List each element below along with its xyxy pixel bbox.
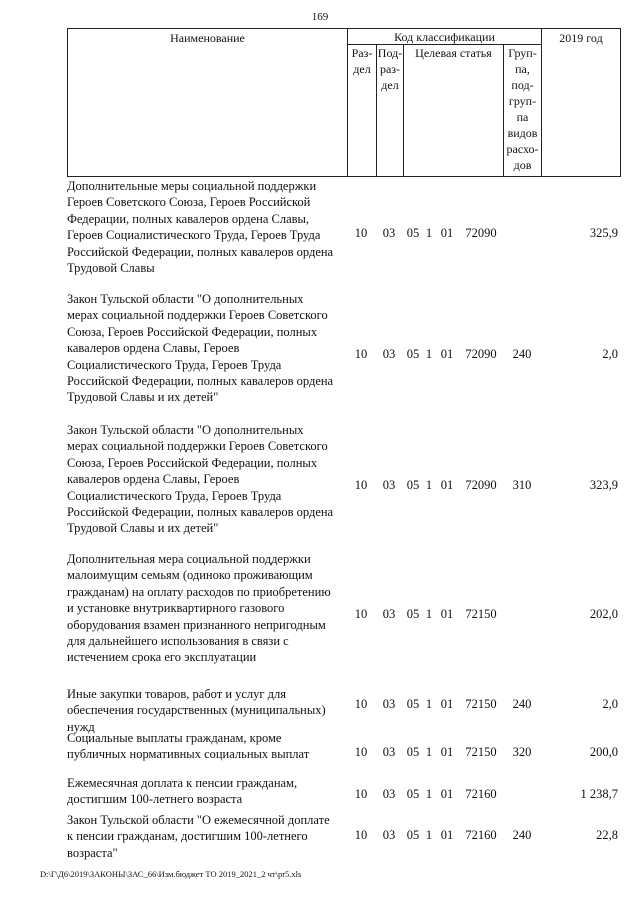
cell-cs3: 01 — [440, 828, 454, 842]
cell-cs4: 72090 — [465, 347, 497, 361]
cell-amount: 323,9 — [589, 478, 618, 492]
cell-razdel: 10 — [354, 226, 368, 240]
cell-cs1: 05 — [406, 607, 420, 621]
row-name: Закон Тульской области "О дополнительных мерах социальной поддержки Героев Советского Союза, Героев Российской Федерации, полных кавалеров ордена Славы, Героев Социалистического Труда, Героев Труда Российской Федерации, полных кавалеров ордена Трудовой Славы и их детей" — [67, 423, 334, 536]
cell-amount: 325,9 — [589, 226, 618, 240]
row-name: Иные закупки товаров, работ и услуг для обеспечения государственных (муниципальных) нужд — [67, 687, 326, 734]
cell-razdel: 10 — [354, 347, 368, 361]
page-number: 169 — [311, 11, 329, 23]
row-name: Закон Тульской области "О ежемесячной доплате к пенсии гражданам, достигшим 100-летнего возраста" — [67, 813, 330, 860]
cell-cs4: 72090 — [465, 226, 497, 240]
cell-cs1: 05 — [406, 787, 420, 801]
header-podrazdel: Под- раз- дел — [377, 46, 403, 92]
cell-cs3: 01 — [440, 347, 454, 361]
cell-cs3: 01 — [440, 607, 454, 621]
cell-vr: 240 — [512, 347, 532, 361]
cell-cs1: 05 — [406, 697, 420, 711]
cell-podrazdel: 03 — [382, 828, 396, 842]
header-target-article: Целевая статья — [415, 46, 492, 60]
header-expense-group: Груп- па, под- груп- па видов расхо- дов — [506, 46, 539, 172]
cell-vr: 310 — [512, 478, 532, 492]
header-name: Наименование — [170, 31, 245, 45]
cell-podrazdel: 03 — [382, 697, 396, 711]
cell-podrazdel: 03 — [382, 478, 396, 492]
cell-amount: 22,8 — [596, 828, 618, 842]
cell-amount: 1 238,7 — [580, 787, 618, 801]
cell-amount: 2,0 — [602, 347, 618, 361]
cell-cs4: 72150 — [465, 697, 497, 711]
row-name: Дополнительные меры социальной поддержки Героев Советского Союза, Героев Российской Федерации, полных кавалеров ордена Славы, Героев Социалистического Труда, Героев Труда Российской Федерации, полных кавалеров ордена Трудовой Славы — [67, 179, 334, 276]
cell-cs2: 1 — [425, 347, 433, 361]
cell-cs2: 1 — [425, 787, 433, 801]
cell-razdel: 10 — [354, 697, 368, 711]
cell-cs3: 01 — [440, 697, 454, 711]
cell-cs2: 1 — [425, 607, 433, 621]
file-path-footer: D:\Г\Д6\2019\ЗАКОНЫ\ЗАС_66\Изм.бюджет ТО 2019_2021_2 чт\pr5.xls — [40, 869, 302, 879]
cell-podrazdel: 03 — [382, 607, 396, 621]
cell-cs2: 1 — [425, 745, 433, 759]
cell-razdel: 10 — [354, 745, 368, 759]
cell-vr: 240 — [512, 828, 532, 842]
cell-podrazdel: 03 — [382, 347, 396, 361]
cell-cs3: 01 — [440, 787, 454, 801]
cell-cs1: 05 — [406, 226, 420, 240]
row-name: Дополнительная мера социальной поддержки малоимущим семьям (одиноко проживающим гражданам) на оплату расходов по приобретению и установке внутриквартирного газового оборудования взамен признанного непригодным для дальнейшего использования в связи с истечением срока его эксплуатации — [67, 552, 331, 665]
cell-cs1: 05 — [406, 828, 420, 842]
row-name: Закон Тульской области "О дополнительных мерах социальной поддержки Героев Советского Союза, Героев Российской Федерации, полных кавалеров ордена Славы, Героев Социалистического Труда, Героев Труда Российской Федерации, полных кавалеров ордена Трудовой Славы и их детей" — [67, 292, 334, 405]
cell-razdel: 10 — [354, 828, 368, 842]
cell-amount: 202,0 — [589, 607, 618, 621]
cell-podrazdel: 03 — [382, 226, 396, 240]
row-name: Ежемесячная доплата к пенсии гражданам, достигшим 100-летнего возраста — [67, 776, 298, 807]
cell-amount: 2,0 — [602, 697, 618, 711]
cell-cs4: 72150 — [465, 745, 497, 759]
cell-cs1: 05 — [406, 478, 420, 492]
row-name: Социальные выплаты гражданам, кроме публичных нормативных социальных выплат — [67, 731, 310, 762]
cell-cs4: 72150 — [465, 607, 497, 621]
cell-cs4: 72090 — [465, 478, 497, 492]
cell-podrazdel: 03 — [382, 745, 396, 759]
cell-cs4: 72160 — [465, 787, 497, 801]
cell-cs2: 1 — [425, 226, 433, 240]
cell-podrazdel: 03 — [382, 787, 396, 801]
cell-cs1: 05 — [406, 347, 420, 361]
cell-cs1: 05 — [406, 745, 420, 759]
cell-vr: 320 — [512, 745, 532, 759]
cell-cs3: 01 — [440, 478, 454, 492]
cell-cs2: 1 — [425, 828, 433, 842]
header-razdel: Раз- дел — [351, 46, 373, 76]
cell-amount: 200,0 — [589, 745, 618, 759]
cell-cs4: 72160 — [465, 828, 497, 842]
header-code-classification: Код классификации — [394, 30, 495, 44]
cell-razdel: 10 — [354, 787, 368, 801]
cell-vr: 240 — [512, 697, 532, 711]
cell-razdel: 10 — [354, 607, 368, 621]
cell-cs2: 1 — [425, 478, 433, 492]
cell-cs2: 1 — [425, 697, 433, 711]
cell-cs3: 01 — [440, 226, 454, 240]
header-year: 2019 год — [559, 31, 603, 45]
cell-razdel: 10 — [354, 478, 368, 492]
cell-cs3: 01 — [440, 745, 454, 759]
